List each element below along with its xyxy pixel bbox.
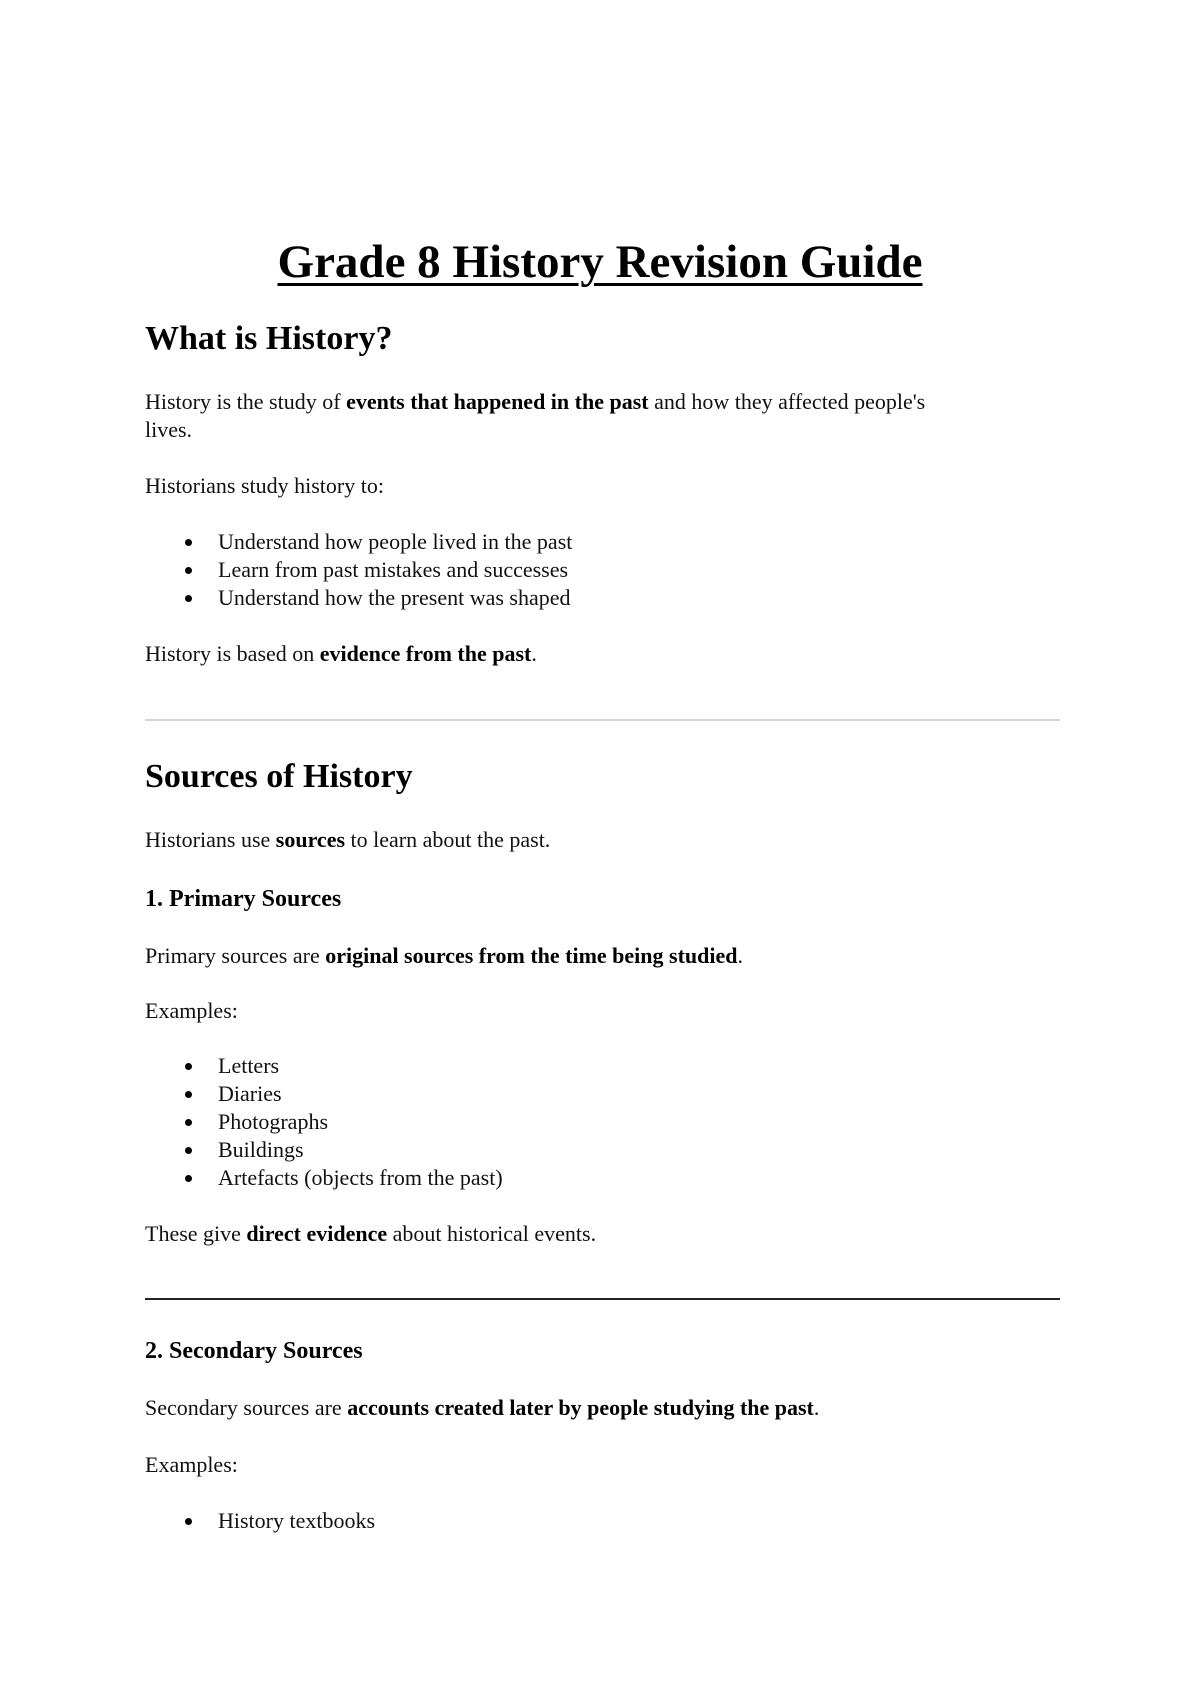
subheading-secondary-sources: 2. Secondary Sources [145, 1338, 363, 1364]
sources-intro [145, 826, 550, 854]
text-span: Secondary sources are [145, 1395, 348, 1420]
bold-text: sources [275, 827, 346, 852]
list-item: Learn from past mistakes and successes [145, 556, 572, 584]
primary-examples-list [145, 1052, 503, 1192]
list-item: Understand how the present was shaped [145, 584, 572, 612]
list-item: Understand how people lived in the past [145, 528, 572, 556]
text-span: History is the study of [145, 389, 347, 414]
text-span: Historians use [145, 827, 276, 852]
text-span: Primary sources are [145, 943, 326, 968]
text-span: . [531, 641, 537, 666]
primary-note [145, 1220, 596, 1248]
bold-text: accounts created later by people studying the past [347, 1395, 814, 1420]
evidence-statement [145, 640, 537, 668]
list-item: Diaries [145, 1080, 503, 1108]
section-divider [145, 1298, 1060, 1300]
list-item: History textbooks [145, 1507, 375, 1535]
primary-definition [145, 942, 743, 970]
reasons-lead: Historians study history to: [145, 473, 384, 498]
secondary-definition [145, 1394, 819, 1422]
page-title: Grade 8 History Revision Guide [277, 236, 923, 288]
text-span: . [737, 943, 744, 968]
history-definition-line-1 [145, 388, 925, 416]
text-span: about historical events. [387, 1221, 597, 1246]
section-heading-what-is-history: What is History? [145, 320, 393, 357]
text-span: and how they affected people's [648, 389, 926, 414]
bold-text: events that happened in the past [346, 389, 649, 414]
text-span: . [813, 1395, 820, 1420]
list-item: Letters [145, 1052, 503, 1080]
bold-text: original sources from the time being studied [325, 943, 738, 968]
list-item: Buildings [145, 1136, 503, 1164]
section-heading-sources-of-history: Sources of History [145, 758, 413, 795]
text-span: History is based on [145, 641, 320, 666]
reasons-list [145, 528, 572, 612]
bold-text: direct evidence [246, 1221, 388, 1246]
primary-examples-lead: Examples: [145, 998, 238, 1023]
text-span: to learn about the past. [345, 827, 551, 852]
subheading-primary-sources: 1. Primary Sources [145, 886, 342, 912]
history-definition-line-2: lives. [145, 417, 193, 442]
list-item: Artefacts (objects from the past) [145, 1164, 503, 1192]
secondary-examples-lead: Examples: [145, 1452, 238, 1477]
text-span: These give [145, 1221, 247, 1246]
bold-text: evidence from the past [319, 641, 532, 666]
section-divider [145, 719, 1060, 721]
secondary-examples-list [145, 1507, 375, 1535]
list-item: Photographs [145, 1108, 503, 1136]
